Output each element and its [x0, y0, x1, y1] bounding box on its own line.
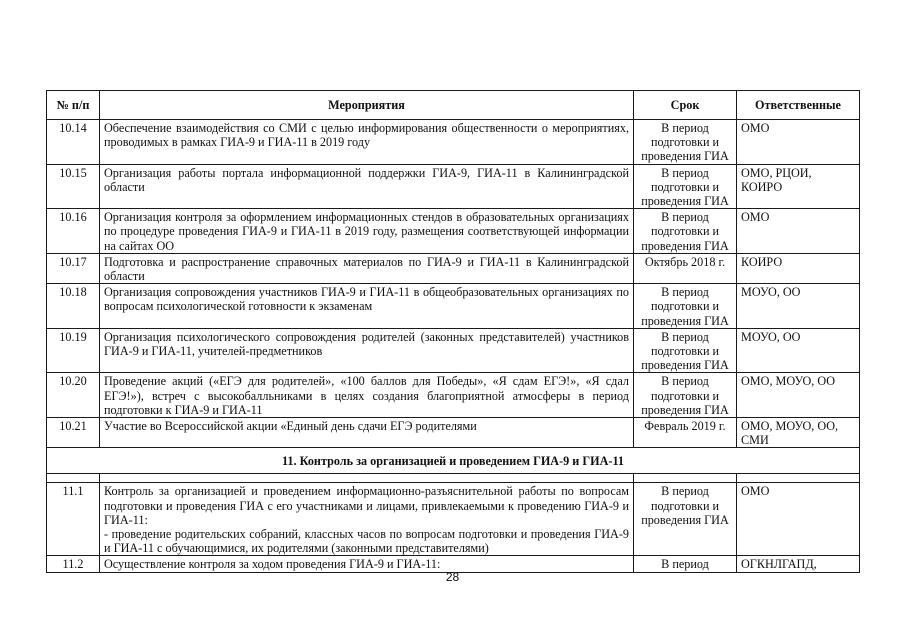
row-responsible: ОМО, МОУО, ОО, СМИ	[737, 418, 860, 448]
row-activity: Осуществление контроля за ходом проведения ГИА-9 и ГИА-11:	[100, 556, 634, 572]
row-activity: Участие во Всероссийской акции «Единый день сдачи ЕГЭ родителями	[100, 418, 634, 448]
table-row	[47, 253, 860, 283]
row-num: 10.20	[47, 373, 100, 418]
table-row	[47, 120, 860, 165]
row-num: 10.18	[47, 284, 100, 329]
header-num: № п/п	[47, 91, 100, 120]
table-row	[47, 373, 860, 418]
row-activity: Подготовка и распространение справочных материалов по ГИА-9 и ГИА-11 в Калининградской области	[100, 253, 634, 283]
row-responsible: МОУО, ОО	[737, 284, 860, 329]
row-term: В период подготовки и проведения ГИА	[634, 483, 737, 556]
page-number: 28	[445, 570, 460, 584]
section-header-row	[47, 448, 860, 474]
row-num: 10.19	[47, 328, 100, 373]
row-activity: Проведение акций («ЕГЭ для родителей», «100 баллов для Победы», «Я сдам ЕГЭ!», «Я сдал ЕГЭ!»), встреч с высокобалльниками в целях создания благоприятной атмосферы в период подготовки к ГИА-9 и ГИА-11	[100, 373, 634, 418]
row-num: 10.14	[47, 120, 100, 165]
header-responsible: Ответственные	[737, 91, 860, 120]
spacer-cell	[737, 474, 860, 483]
row-num: 10.16	[47, 209, 100, 254]
spacer-row	[47, 474, 860, 483]
events-table	[46, 90, 860, 573]
row-num: 11.1	[47, 483, 100, 556]
row-responsible: ОМО	[737, 209, 860, 254]
row-activity: Организация контроля за оформлением информационных стендов в образовательных организациях по процедуре проведения ГИА-9 и ГИА-11 в 2019 году, размещения соответствующей информации на сайтах ОО	[100, 209, 634, 254]
row-term: В период	[634, 556, 737, 572]
table-row	[47, 328, 860, 373]
row-num: 10.15	[47, 164, 100, 209]
table-row	[47, 418, 860, 448]
row-num: 10.21	[47, 418, 100, 448]
header-term: Срок	[634, 91, 737, 120]
row-responsible: ОГКНЛГАПД,	[737, 556, 860, 572]
spacer-cell	[634, 474, 737, 483]
row-term: В период подготовки и проведения ГИА	[634, 328, 737, 373]
row-term: Октябрь 2018 г.	[634, 253, 737, 283]
section-title: 11. Контроль за организацией и проведением ГИА-9 и ГИА-11	[47, 448, 860, 474]
table-row	[47, 164, 860, 209]
row-responsible: ОМО	[737, 120, 860, 165]
activity-paragraph: Контроль за организацией и проведением информационно-разъяснительной работы по вопросам подготовки и проведения ГИА с его участниками и лицами, привлекаемыми к проведению ГИА-9 и ГИА-11:	[104, 484, 629, 527]
row-term: В период подготовки и проведения ГИА	[634, 373, 737, 418]
table-header-row	[47, 91, 860, 120]
row-activity: Организация работы портала информационной поддержки ГИА-9, ГИА-11 в Калининградской области	[100, 164, 634, 209]
row-term: Февраль 2019 г.	[634, 418, 737, 448]
table-row	[47, 483, 860, 556]
row-term: В период подготовки и проведения ГИА	[634, 284, 737, 329]
table-row	[47, 209, 860, 254]
row-responsible: КОИРО	[737, 253, 860, 283]
table-row	[47, 284, 860, 329]
spacer-cell	[100, 474, 634, 483]
row-term: В период подготовки и проведения ГИА	[634, 209, 737, 254]
row-num: 10.17	[47, 253, 100, 283]
row-activity: Организация сопровождения участников ГИА-9 и ГИА-11 в общеобразовательных организациях по вопросам психологической готовности к экзаменам	[100, 284, 634, 329]
row-term: В период подготовки и проведения ГИА	[634, 120, 737, 165]
header-activities: Мероприятия	[100, 91, 634, 120]
row-num: 11.2	[47, 556, 100, 572]
row-term: В период подготовки и проведения ГИА	[634, 164, 737, 209]
row-responsible: ОМО, МОУО, ОО	[737, 373, 860, 418]
row-responsible: ОМО	[737, 483, 860, 556]
spacer-cell	[47, 474, 100, 483]
row-responsible: МОУО, ОО	[737, 328, 860, 373]
row-activity: Организация психологического сопровождения родителей (законных представителей) участников ГИА-9 и ГИА-11, учителей-предметников	[100, 328, 634, 373]
row-activity	[100, 483, 634, 556]
activity-sub-item: - проведение родительских собраний, классных часов по вопросам подготовки и проведения ГИА-9 и ГИА-11 с обучающимися, их родителями (законными представителями)	[104, 527, 629, 556]
row-activity: Обеспечение взаимодействия со СМИ с целью информирования общественности о мероприятиях, проводимых в рамках ГИА-9 и ГИА-11 в 2019 году	[100, 120, 634, 165]
row-responsible: ОМО, РЦОИ, КОИРО	[737, 164, 860, 209]
